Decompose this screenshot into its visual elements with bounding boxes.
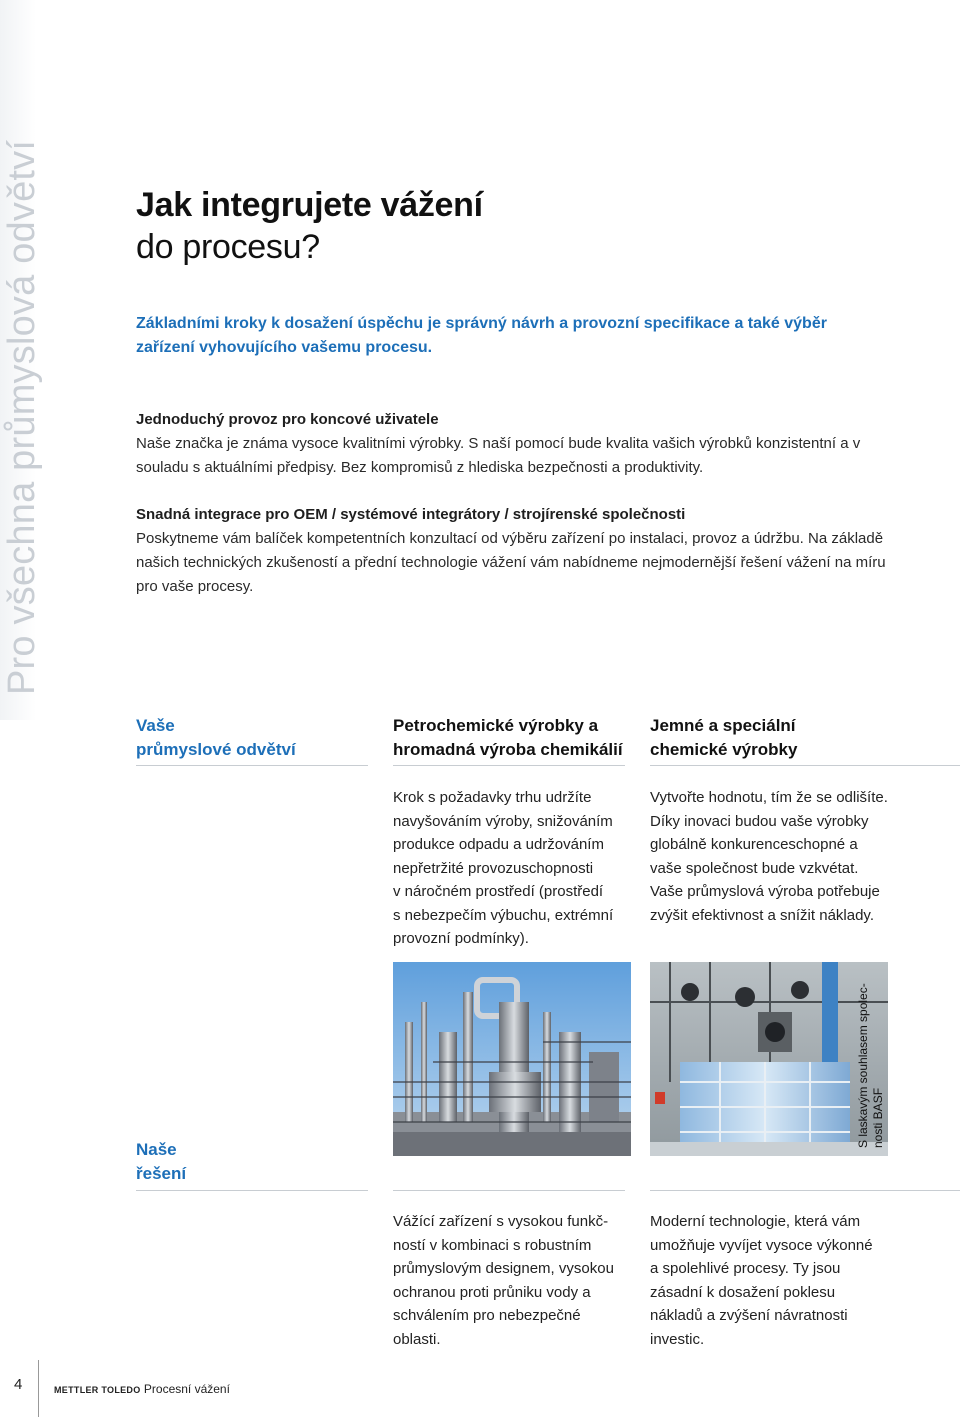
column-title-line: hromadná výroba chemikálií (393, 740, 623, 759)
text-line: s nebezpečím výbuchu, extrémní (393, 906, 614, 924)
solution-text-petrochem (393, 1210, 633, 1351)
industry-text-petrochem (393, 786, 633, 951)
column-title-petrochem (393, 714, 623, 762)
intro-paragraph: Základními kroky k dosažení úspěchu je správný návrh a provozní specifikace a také výběr zařízení vyhovujícího vašemu procesu. (136, 315, 827, 356)
text-line: schválením pro nebezpečné (393, 1307, 581, 1324)
divider (393, 765, 625, 766)
footer-divider (38, 1360, 39, 1417)
text-line: vaše společnost bude vzkvétat. (650, 859, 859, 877)
text-line: zvýšit efektivnost a snížit náklady. (650, 906, 874, 924)
column-title-fine-chem (650, 714, 797, 762)
text-line: Vážící zařízení s vysokou funkč- (393, 1213, 609, 1230)
text-line: ochranou proti průniku vody a (393, 1283, 591, 1301)
text-line: globálně konkurenceschopné a (650, 836, 858, 853)
row-label-solutions (136, 1138, 186, 1186)
section-title: Jednoduchý provoz pro koncové uživatele (136, 411, 439, 428)
credit-line: nosti BASF (871, 1087, 885, 1148)
credit-line: S laskavým souhlasem spolec- (856, 983, 870, 1148)
section-body: Naše značka je známa vysoce kvalitními výrobky. S naší pomocí bude kvalita vašich výrobků konzistentní a v souladu s aktuálními předpisy. Bez kompromisů z hlediska bezpečnosti a produktivity. (136, 435, 861, 476)
row-label-line: Vaše (136, 716, 175, 735)
divider (136, 1190, 368, 1191)
lab-equipment-photo (650, 962, 888, 1156)
text-line: Vaše průmyslová výroba potřebuje (650, 883, 880, 900)
sidebar-title: Pro všechna průmyslová odvětví (1, 139, 43, 695)
divider (136, 765, 368, 766)
row-label-line: Naše (136, 1140, 177, 1159)
text-line: Vytvořte hodnotu, tím že se odlišíte. (650, 789, 888, 806)
column-title-line: chemické výrobky (650, 740, 798, 759)
footer-brand (54, 1382, 230, 1396)
text-line: průmyslovým designem, vysokou (393, 1260, 614, 1277)
section-oem (136, 503, 896, 599)
row-label-line: řešení (136, 1164, 187, 1183)
text-line: Díky inovaci budou vaše výrobky (650, 812, 869, 830)
text-line: ností v kombinaci s robustním (393, 1236, 592, 1254)
row-label-line: průmyslové odvětví (136, 740, 296, 759)
page-title-light: do procesu? (136, 228, 320, 266)
column-title-line: Petrochemické výrobky a (393, 716, 599, 735)
divider (650, 1190, 960, 1191)
section-title: Snadná integrace pro OEM / systémové integrátory / strojírenské společnosti (136, 506, 686, 523)
publication-name: Procesní vážení (143, 1382, 230, 1396)
text-line: oblasti. (393, 1330, 441, 1348)
text-line: v náročném prostředí (prostředí (393, 883, 604, 900)
text-line: nákladů a zvýšení návratnosti (650, 1307, 848, 1324)
page-title-bold: Jak integrujete vážení (136, 186, 483, 224)
industry-text-fine-chem (650, 786, 940, 927)
row-label-industries (136, 714, 296, 762)
section-end-users (136, 408, 896, 480)
text-line: umožňuje vyvíjet vysoce výkonné (650, 1236, 873, 1254)
column-title-line: Jemné a speciální (650, 716, 796, 735)
text-line: investic. (650, 1330, 705, 1348)
text-line: Krok s požadavky trhu udržíte (393, 789, 592, 806)
photo-credit (856, 962, 886, 1148)
text-line: zásadní k dosažení poklesu (650, 1283, 836, 1301)
page-number: 4 (14, 1376, 23, 1393)
section-body: Poskytneme vám balíček kompetentních konzultací od výběru zařízení po instalaci, provoz a údržbu. Na základě našich technických zkušeností a přední technologie vážení vám nabídneme nejmodernější řešení vážení na míru pro vaše procesy. (136, 530, 886, 595)
text-line: navyšováním výroby, snižováním (393, 812, 613, 830)
divider (650, 765, 960, 766)
text-line: nepřetržité provozuschopnosti (393, 859, 594, 877)
text-line: provozní podmínky). (393, 930, 529, 947)
text-line: Moderní technologie, která vám (650, 1213, 861, 1230)
refinery-photo (393, 962, 631, 1156)
text-line: produkce odpadu a udržováním (393, 836, 604, 853)
divider (393, 1190, 625, 1191)
text-line: a spolehlivé procesy. Ty jsou (650, 1260, 841, 1277)
brand-logo-text: METTLER TOLEDO (54, 1385, 141, 1395)
solution-text-fine-chem (650, 1210, 910, 1351)
